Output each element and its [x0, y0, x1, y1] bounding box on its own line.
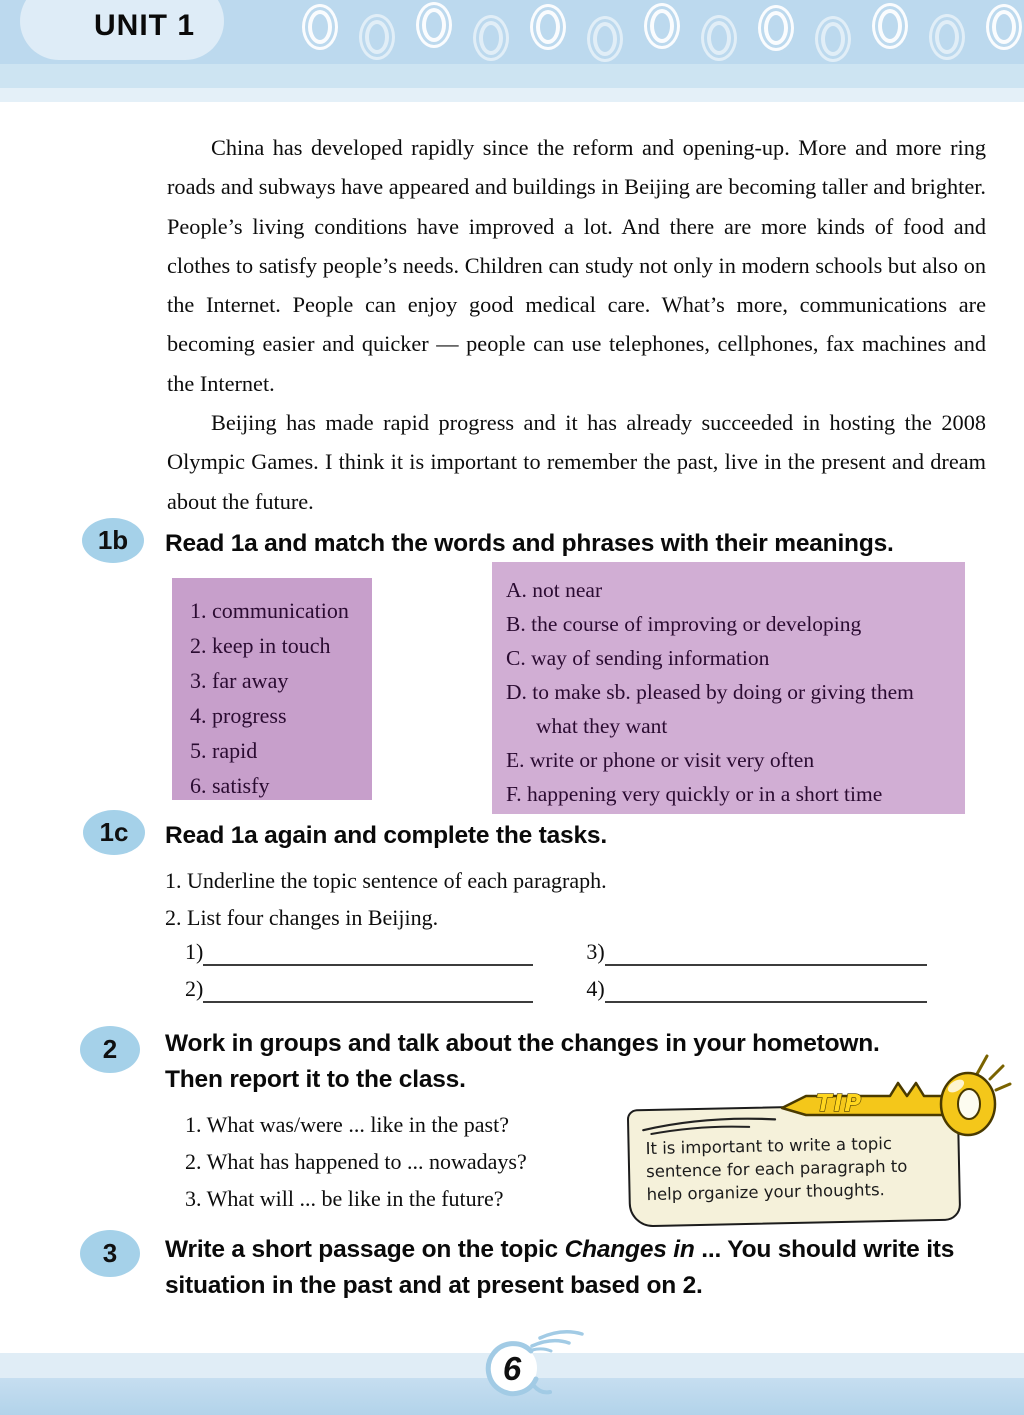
task-item: 1. Underline the topic sentence of each paragraph.	[165, 868, 607, 893]
blank-label: 1)	[185, 939, 204, 964]
blank-group	[185, 975, 533, 1003]
passage-paragraph-2: Beijing has made rapid progress and it has already succeeded in hosting the 2008 Olympic Games. I think it is important to remember the past, live in the present and dream about the future.	[167, 410, 986, 514]
ring-decoration	[302, 4, 338, 50]
blank-line	[203, 940, 533, 966]
blank-label: 2)	[185, 976, 204, 1001]
heading-3-prefix: Write a short passage on the topic	[165, 1236, 565, 1263]
question-item: 2. What has happened to ... nowadays?	[185, 1149, 527, 1174]
words-box	[172, 578, 372, 800]
task-list	[165, 862, 607, 936]
ring-decoration	[758, 5, 794, 51]
heading-3-line1	[165, 1236, 954, 1264]
badge-2: 2	[80, 1026, 140, 1073]
list-item: 2. keep in touch	[190, 633, 331, 658]
list-item: 1. communication	[190, 598, 349, 623]
ring-decoration	[644, 3, 680, 49]
heading-3-suffix: ... You should write its	[694, 1236, 955, 1263]
heading-3-italic: Changes in	[564, 1236, 695, 1263]
blank-line	[203, 977, 533, 1003]
heading-3-line2: situation in the past and at present based on 2.	[165, 1272, 703, 1299]
header-band-pale	[0, 88, 1024, 102]
list-item: C. way of sending information	[506, 646, 770, 670]
blank-line	[605, 940, 927, 966]
meanings-box	[492, 562, 965, 814]
list-item: 5. rapid	[190, 738, 258, 763]
ring-decoration	[473, 15, 509, 61]
key-illustration	[772, 1046, 1012, 1146]
ring-decoration	[929, 14, 965, 60]
list-item: 4. progress	[190, 703, 287, 728]
unit-title: UNIT 1	[94, 9, 196, 42]
blank-label: 4)	[586, 976, 605, 1001]
badge-1b: 1b	[82, 518, 144, 563]
list-item: F. happening very quickly or in a short time	[506, 782, 883, 806]
task-item: 2. List four changes in Beijing.	[165, 905, 439, 930]
blank-group	[586, 975, 926, 1003]
list-item: D. to make sb. pleased by doing or giving them what they want	[506, 680, 914, 738]
question-item: 1. What was/were ... like in the past?	[185, 1112, 509, 1137]
heading-1c: Read 1a again and complete the tasks.	[165, 822, 607, 849]
list-item: B. the course of improving or developing	[506, 612, 862, 636]
page-number: 6	[502, 1350, 522, 1387]
page-number-swirl	[462, 1326, 592, 1400]
ring-decoration	[416, 2, 452, 48]
ring-decoration	[986, 4, 1022, 50]
tip-label: TIP	[816, 1091, 864, 1117]
heading-1b: Read 1a and match the words and phrases with their meanings.	[165, 530, 894, 557]
passage-paragraph-1: China has developed rapidly since the reform and opening-up. More and more ring roads and subways have appeared and buildings in Beijing are becoming taller and brighter. People’s living conditions have improved a lot. And there are more kinds of food and clothes to satisfy people’s needs. Children can study not only in modern schools but also on the Internet. People can enjoy good medical care. What’s more, communications are becoming easier and quicker — people can use telephones, cellphones, fax machines and the Internet.	[167, 135, 986, 396]
badge-1c: 1c	[83, 810, 145, 855]
question-list	[185, 1106, 527, 1217]
heading-2-line2: Then report it to the class.	[165, 1066, 466, 1093]
question-item: 3. What will ... be like in the future?	[185, 1186, 504, 1211]
reading-passage	[167, 128, 986, 521]
blank-group	[586, 938, 926, 966]
list-item: 3. far away	[190, 668, 289, 693]
list-item: 6. satisfy	[190, 773, 270, 798]
ring-decoration	[872, 3, 908, 49]
blank-group	[185, 938, 533, 966]
ring-decoration	[815, 16, 851, 62]
ring-decoration	[587, 16, 623, 62]
blank-line	[605, 977, 927, 1003]
blank-row	[185, 938, 927, 966]
blank-row	[185, 975, 927, 1003]
ring-decoration	[359, 14, 395, 60]
tip-text: It is important to write a topic sentence for each paragraph to help organize your thoughts.	[645, 1133, 908, 1205]
heading-2-line1: Work in groups and talk about the changes in your hometown.	[165, 1030, 880, 1057]
list-item: A. not near	[506, 578, 603, 602]
badge-3: 3	[80, 1230, 140, 1277]
blank-label: 3)	[586, 939, 605, 964]
ring-decoration	[701, 15, 737, 61]
header-band-light	[0, 64, 1024, 88]
ring-decoration	[530, 4, 566, 50]
list-item: E. write or phone or visit very often	[506, 748, 815, 772]
